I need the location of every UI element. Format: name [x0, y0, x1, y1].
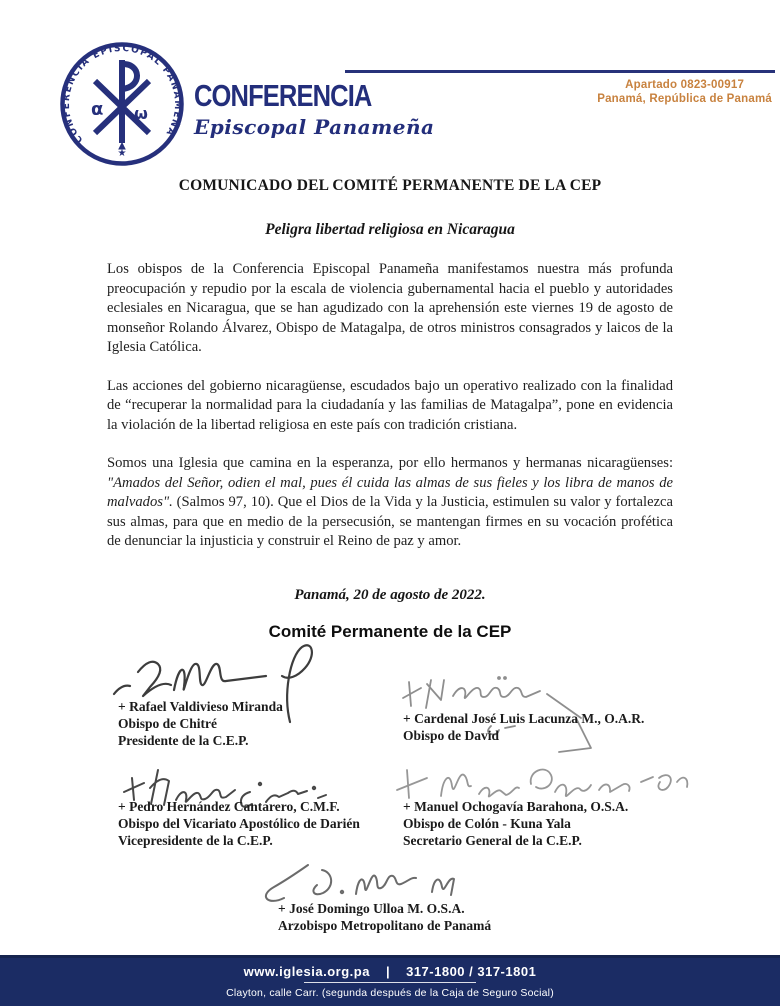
signer-role: Vicepresidente de la C.E.P. — [118, 833, 273, 848]
footer-phones: 317-1800 / 317-1801 — [406, 964, 537, 979]
scripture-quote: "Amados del Señor, odien el mal, pues él cuida las almas de sus fieles y los libra de manos de malvados". — [107, 474, 673, 510]
document-body — [107, 260, 673, 571]
signer-role: Obispo del Vicariato Apostólico de Darién — [118, 816, 360, 831]
signature-block-ulloa — [278, 900, 491, 934]
signer-role: Arzobispo Metropolitano de Panamá — [278, 918, 492, 933]
footer-divider — [304, 982, 476, 983]
signature-block-lacunza — [403, 710, 644, 744]
paragraph-3-lead: Somos una Iglesia que camina en la esperanza, por ello hermanos y hermanas nicaragüenses: — [107, 455, 673, 471]
cep-logo — [58, 40, 186, 168]
paragraph-1: Los obispos de la Conferencia Episcopal Panameña manifestamos nuestra más profunda preocupación y repudio por la escala de violencia gubernamental hacia el pueblo y autoridades eclesiales en Nicaragua, que se han agudizado con la aprehensión este viernes 19 de agosto de monseñor Rolando Álvarez, Obispo de Matagalpa, de otros ministros consagrados y laicos de la Iglesia Católica. — [107, 261, 673, 355]
footer-band — [0, 955, 780, 1006]
committee-heading: Comité Permanente de la CEP — [268, 622, 512, 641]
footer-pipe-divider: | — [385, 964, 391, 979]
signer-name: + Pedro Hernández Cantarero, C.M.F. — [118, 799, 340, 814]
signer-role: Secretario General de la C.E.P. — [403, 833, 582, 848]
paragraph-2: Las acciones del gobierno nicaragüense, escudados bajo un operativo realizado con la finalidad de “recuperar la normalidad para la ciudadanía y las familias de Matagalpa”, pone en evidencia la violación de la libertad religiosa en este país con tradición cristiana. — [107, 377, 673, 433]
footer-contact-line — [0, 964, 780, 979]
signature-block-hernandez — [118, 798, 360, 849]
signer-role: Obispo de David — [403, 728, 500, 743]
dateline: Panamá, 20 de agosto de 2022. — [294, 587, 486, 603]
logo-ring-text: CONFERENCIA EPISCOPAL PANAMEÑA — [60, 42, 184, 146]
signer-role: Obispo de Chitré — [118, 716, 218, 731]
letterhead-address — [597, 78, 772, 106]
header-divider — [345, 70, 775, 73]
country-line: Panamá, República de Panamá — [597, 93, 772, 105]
signer-name: + José Domingo Ulloa M. O.S.A. — [278, 901, 465, 916]
paragraph-3-rest: (Salmos 97, 10). Que el Dios de la Vida y la Justicia, estimulen su valor y fortalezca sus almas, para que en medio de la persecusión, se mantengan firmes en su vocación profética de denunciar la injusticia y construir el Reino de paz y amor. — [107, 494, 673, 549]
logo-omega-glyph: ω — [134, 104, 148, 123]
footer-address: Clayton, calle Carr. (segunda después de la Caja de Seguro Social) — [226, 987, 554, 999]
footer-website: www.iglesia.org.pa — [243, 964, 370, 979]
signer-role: Obispo de Colón - Kuna Yala — [403, 816, 571, 831]
org-name-script: Episcopal Panameña — [194, 115, 435, 139]
logo-alpha-glyph: α — [91, 99, 104, 120]
signer-name: + Cardenal José Luis Lacunza M., O.A.R. — [403, 711, 645, 726]
signer-role: Presidente de la C.E.P. — [118, 733, 249, 748]
document-title: COMUNICADO DEL COMITÉ PERMANENTE DE LA CEP — [178, 177, 602, 194]
po-box-line: Apartado 0823-00917 — [625, 79, 745, 91]
signature-block-ochogavia — [403, 798, 628, 849]
logo-star-glyph: ★ — [117, 148, 127, 159]
signature-block-valdivieso — [118, 698, 283, 749]
signer-name: + Rafael Valdivieso Miranda — [118, 699, 283, 714]
paragraph-3 — [107, 454, 673, 552]
org-name: CONFERENCIA — [194, 80, 372, 114]
org-wordmark — [194, 80, 434, 139]
signer-name: + Manuel Ochogavía Barahona, O.S.A. — [403, 799, 629, 814]
document-subtitle: Peligra libertad religiosa en Nicaragua — [265, 221, 515, 238]
